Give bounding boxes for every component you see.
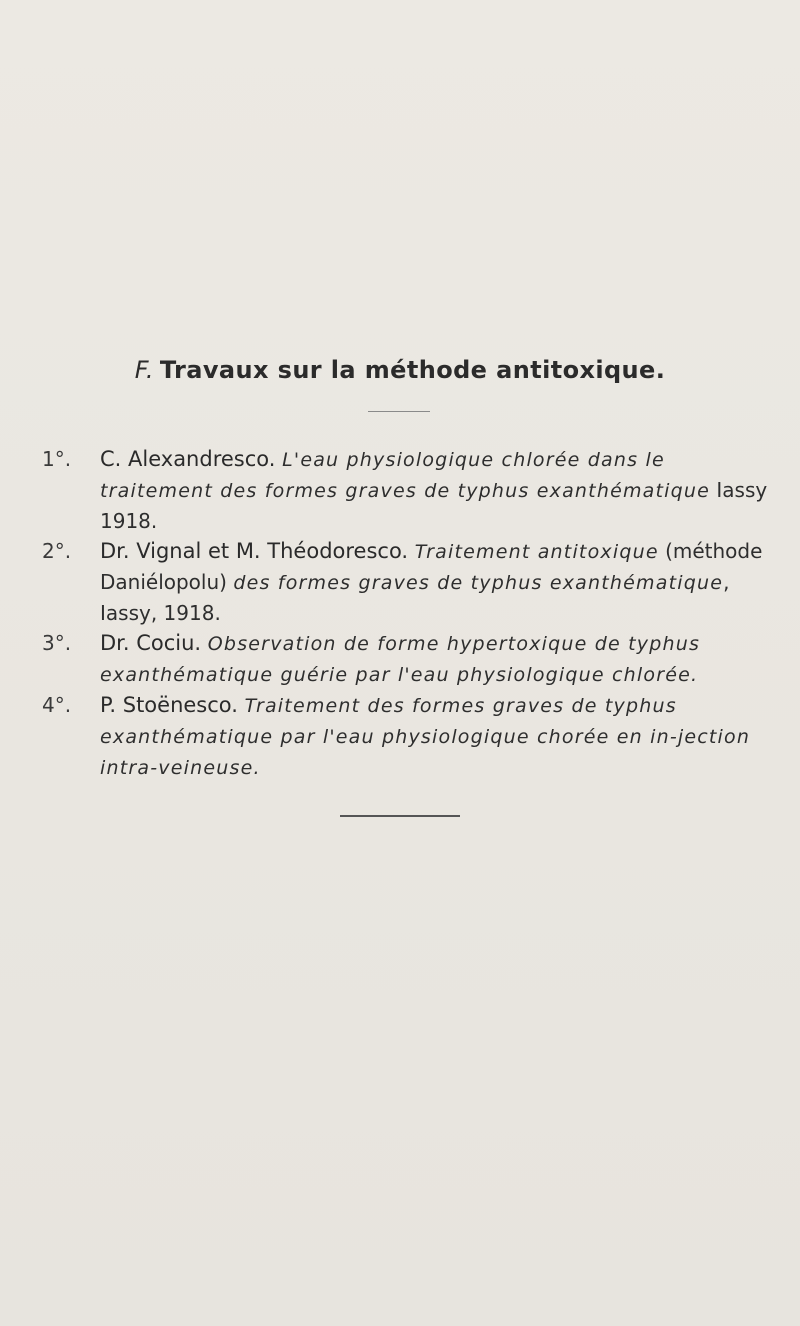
bibliography-entry-1 [42, 444, 772, 536]
entry-number: 1°. [42, 447, 72, 471]
entry-publication: Iassy 1918. [100, 478, 768, 533]
entry-title: Traitement antitoxique [414, 541, 659, 563]
bibliography-entry-2 [42, 536, 772, 628]
entry-number: 2°. [42, 539, 72, 563]
bibliography-list [42, 444, 772, 783]
entry-method-note: (méthode Daniélopolu) [100, 539, 763, 594]
entry-number: 4°. [42, 693, 72, 717]
entry-title-continued: des formes graves de typhus exanthématique [233, 572, 724, 594]
entry-author: Dr. Cociu. [100, 631, 208, 655]
entry-number: 3°. [42, 631, 72, 655]
bibliography-entry-4 [42, 690, 772, 783]
section-letter: F. [134, 356, 154, 384]
section-title: Travaux sur la méthode antitoxique. [159, 356, 666, 384]
entry-publication: , Iassy, 1918. [100, 570, 730, 625]
entry-author: C. Alexandresco. [100, 447, 283, 471]
entry-title: L'eau physiologique chlorée dans le traitement des formes graves de typhus exanthématique [100, 449, 711, 502]
entry-author: P. Stoënesco. [100, 693, 245, 717]
heading-rule [368, 411, 430, 412]
bibliography-entry-3 [42, 628, 772, 690]
entry-title: Observation de forme hypertoxique de typhus exanthématique guérie par l'eau physiologique chlorée. [100, 633, 701, 686]
closing-rule [340, 815, 460, 817]
entry-title: Traitement des formes graves de typhus exanthématique par l'eau physiologique chorée en in-jection intra-veineuse. [100, 695, 751, 779]
entry-author: Dr. Vignal et M. Théodoresco. [100, 539, 415, 563]
section-heading [0, 356, 800, 384]
